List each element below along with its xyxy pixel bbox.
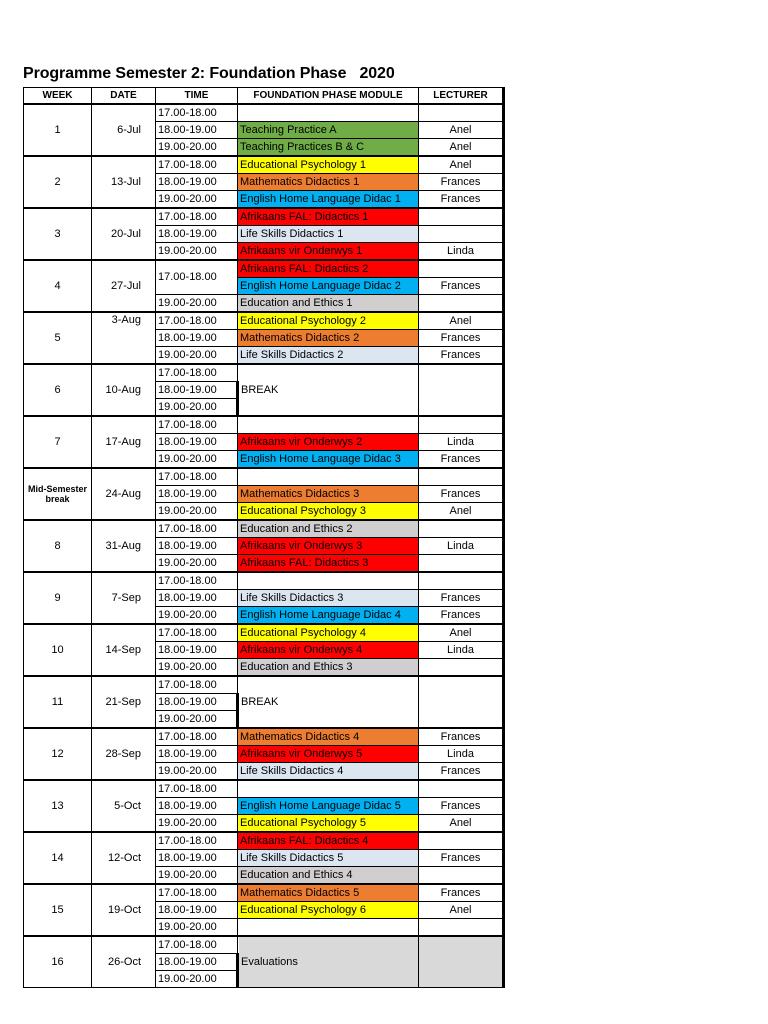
time-cell: 17.00-18.00 bbox=[156, 676, 238, 694]
time-cell: 17.00-18.00 bbox=[156, 624, 238, 642]
module-cell: Educational Psychology 6 bbox=[238, 902, 419, 919]
module-cell: Teaching Practice A bbox=[238, 122, 419, 139]
lecturer-cell bbox=[419, 468, 504, 486]
lecturer-cell bbox=[419, 104, 504, 122]
lecturer-cell: Anel bbox=[419, 156, 504, 174]
table-row bbox=[24, 260, 504, 278]
module-cell bbox=[238, 104, 419, 122]
module-cell: Education and Ethics 4 bbox=[238, 867, 419, 885]
time-cell: 17.00-18.00 bbox=[156, 728, 238, 746]
module-cell: Afrikaans FAL: Didactics 2 bbox=[238, 260, 419, 278]
lecturer-cell: Anel bbox=[419, 624, 504, 642]
table-row bbox=[24, 416, 504, 434]
table-row bbox=[24, 728, 504, 746]
lecturer-cell bbox=[419, 555, 504, 573]
lecturer-cell bbox=[419, 572, 504, 590]
lecturer-cell bbox=[419, 659, 504, 677]
time-cell: 19.00-20.00 bbox=[156, 191, 238, 209]
module-cell: Mathematics Didactics 3 bbox=[238, 486, 419, 503]
lecturer-cell: Frances bbox=[419, 191, 504, 209]
module-cell: Afrikaans vir Onderwys 5 bbox=[238, 746, 419, 763]
module-cell bbox=[238, 468, 419, 486]
module-cell: Educational Psychology 5 bbox=[238, 815, 419, 833]
time-cell: 18.00-19.00 bbox=[156, 330, 238, 347]
time-cell: 17.00-18.00 bbox=[156, 468, 238, 486]
week-cell: 5 bbox=[24, 312, 92, 364]
module-cell: Evaluations bbox=[238, 936, 419, 988]
time-cell: 18.00-19.00 bbox=[156, 798, 238, 815]
lecturer-cell bbox=[419, 226, 504, 243]
week-cell: 14 bbox=[24, 832, 92, 884]
lecturer-cell bbox=[419, 780, 504, 798]
table-row bbox=[24, 468, 504, 486]
module-cell: Education and Ethics 3 bbox=[238, 659, 419, 677]
module-cell: Education and Ethics 2 bbox=[238, 520, 419, 538]
week-cell: 10 bbox=[24, 624, 92, 676]
date-cell: 3-Aug bbox=[92, 312, 156, 364]
lecturer-cell: Anel bbox=[419, 815, 504, 833]
time-cell: 17.00-18.00 bbox=[156, 104, 238, 122]
table-row bbox=[24, 208, 504, 226]
module-cell: Afrikaans FAL: Didactics 4 bbox=[238, 832, 419, 850]
lecturer-cell: Anel bbox=[419, 503, 504, 521]
week-cell: 13 bbox=[24, 780, 92, 832]
lecturer-cell: Frances bbox=[419, 884, 504, 902]
table-row bbox=[24, 312, 504, 330]
week-cell: 16 bbox=[24, 936, 92, 988]
time-cell: 19.00-20.00 bbox=[156, 347, 238, 365]
lecturer-cell bbox=[419, 676, 504, 728]
module-cell: Life Skills Didactics 1 bbox=[238, 226, 419, 243]
week-cell: 9 bbox=[24, 572, 92, 624]
lecturer-cell bbox=[419, 208, 504, 226]
table-row bbox=[24, 156, 504, 174]
module-cell: Mathematics Didactics 5 bbox=[238, 884, 419, 902]
module-cell: English Home Language Didac 3 bbox=[238, 451, 419, 469]
lecturer-cell: Frances bbox=[419, 330, 504, 347]
week-cell: 6 bbox=[24, 364, 92, 416]
module-cell: Afrikaans vir Onderwys 1 bbox=[238, 243, 419, 261]
module-cell: English Home Language Didac 2 bbox=[238, 278, 419, 295]
module-cell: Afrikaans vir Onderwys 4 bbox=[238, 642, 419, 659]
time-cell: 19.00-20.00 bbox=[156, 451, 238, 469]
table-row bbox=[24, 520, 504, 538]
time-cell: 17.00-18.00 bbox=[156, 572, 238, 590]
module-cell: Afrikaans vir Onderwys 3 bbox=[238, 538, 419, 555]
table-row bbox=[24, 832, 504, 850]
header-time: TIME bbox=[156, 88, 238, 105]
time-cell: 19.00-20.00 bbox=[156, 503, 238, 521]
time-cell: 18.00-19.00 bbox=[156, 850, 238, 867]
time-cell: 19.00-20.00 bbox=[156, 243, 238, 261]
lecturer-cell: Linda bbox=[419, 434, 504, 451]
week-cell: 7 bbox=[24, 416, 92, 468]
lecturer-cell: Frances bbox=[419, 763, 504, 781]
module-cell bbox=[238, 780, 419, 798]
time-cell: 19.00-20.00 bbox=[156, 815, 238, 833]
time-cell: 19.00-20.00 bbox=[156, 919, 238, 937]
lecturer-cell: Anel bbox=[419, 139, 504, 157]
time-cell: 19.00-20.00 bbox=[156, 659, 238, 677]
time-cell: 19.00-20.00 bbox=[156, 555, 238, 573]
lecturer-cell bbox=[419, 364, 504, 416]
time-cell: 18.00-19.00 bbox=[156, 434, 238, 451]
module-cell: Life Skills Didactics 4 bbox=[238, 763, 419, 781]
module-cell: Afrikaans FAL: Didactics 1 bbox=[238, 208, 419, 226]
date-cell: 12-Oct bbox=[92, 832, 156, 884]
date-cell: 19-Oct bbox=[92, 884, 156, 936]
lecturer-cell: Frances bbox=[419, 798, 504, 815]
week-cell: 1 bbox=[24, 104, 92, 156]
time-cell: 18.00-19.00 bbox=[156, 226, 238, 243]
time-cell: 19.00-20.00 bbox=[156, 867, 238, 885]
schedule-body bbox=[24, 104, 504, 988]
table-row bbox=[24, 624, 504, 642]
lecturer-cell: Frances bbox=[419, 278, 504, 295]
module-cell bbox=[238, 919, 419, 937]
time-cell: 19.00-20.00 bbox=[156, 711, 238, 729]
date-cell: 13-Jul bbox=[92, 156, 156, 208]
table-row bbox=[24, 572, 504, 590]
time-cell: 19.00-20.00 bbox=[156, 295, 238, 313]
date-cell: 6-Jul bbox=[92, 104, 156, 156]
time-cell: 19.00-20.00 bbox=[156, 971, 238, 988]
header-week: WEEK bbox=[24, 88, 92, 105]
module-cell: Afrikaans FAL: Didactics 3 bbox=[238, 555, 419, 573]
table-row bbox=[24, 884, 504, 902]
lecturer-cell bbox=[419, 260, 504, 278]
module-cell: English Home Language Didac 5 bbox=[238, 798, 419, 815]
time-cell: 18.00-19.00 bbox=[156, 746, 238, 763]
lecturer-cell bbox=[419, 832, 504, 850]
lecturer-cell bbox=[419, 919, 504, 937]
module-cell: Teaching Practices B & C bbox=[238, 139, 419, 157]
module-cell: Life Skills Didactics 5 bbox=[238, 850, 419, 867]
lecturer-cell: Anel bbox=[419, 122, 504, 139]
week-cell: 12 bbox=[24, 728, 92, 780]
table-row bbox=[24, 104, 504, 122]
time-cell: 17.00-18.00 bbox=[156, 156, 238, 174]
lecturer-cell: Frances bbox=[419, 486, 504, 503]
time-cell: 18.00-19.00 bbox=[156, 122, 238, 139]
time-cell: 17.00-18.00 bbox=[156, 312, 238, 330]
lecturer-cell bbox=[419, 867, 504, 885]
lecturer-cell: Frances bbox=[419, 590, 504, 607]
lecturer-cell bbox=[419, 520, 504, 538]
module-cell: English Home Language Didac 1 bbox=[238, 191, 419, 209]
time-cell: 18.00-19.00 bbox=[156, 486, 238, 503]
time-cell: 17.00-18.00 bbox=[156, 780, 238, 798]
lecturer-cell: Frances bbox=[419, 174, 504, 191]
date-cell: 28-Sep bbox=[92, 728, 156, 780]
date-cell: 27-Jul bbox=[92, 260, 156, 312]
module-cell bbox=[238, 572, 419, 590]
module-cell: Educational Psychology 2 bbox=[238, 312, 419, 330]
header-row bbox=[24, 88, 504, 105]
date-cell: 31-Aug bbox=[92, 520, 156, 572]
module-cell: Life Skills Didactics 3 bbox=[238, 590, 419, 607]
date-cell: 17-Aug bbox=[92, 416, 156, 468]
lecturer-cell: Linda bbox=[419, 243, 504, 261]
lecturer-cell: Frances bbox=[419, 728, 504, 746]
time-cell: 17.00-18.00 bbox=[156, 208, 238, 226]
table-row bbox=[24, 676, 504, 694]
table-row bbox=[24, 936, 504, 954]
time-cell: 18.00-19.00 bbox=[156, 902, 238, 919]
time-cell: 17.00-18.00 bbox=[156, 520, 238, 538]
week-cell: 8 bbox=[24, 520, 92, 572]
lecturer-cell: Frances bbox=[419, 347, 504, 365]
time-cell: 19.00-20.00 bbox=[156, 139, 238, 157]
module-cell: Mathematics Didactics 1 bbox=[238, 174, 419, 191]
module-cell: Life Skills Didactics 2 bbox=[238, 347, 419, 365]
lecturer-cell: Frances bbox=[419, 607, 504, 625]
date-cell: 5-Oct bbox=[92, 780, 156, 832]
date-cell: 20-Jul bbox=[92, 208, 156, 260]
module-cell: Educational Psychology 1 bbox=[238, 156, 419, 174]
lecturer-cell bbox=[419, 416, 504, 434]
date-cell: 7-Sep bbox=[92, 572, 156, 624]
date-cell: 10-Aug bbox=[92, 364, 156, 416]
time-cell: 19.00-20.00 bbox=[156, 399, 238, 417]
week-cell: 2 bbox=[24, 156, 92, 208]
lecturer-cell: Linda bbox=[419, 538, 504, 555]
lecturer-cell: Frances bbox=[419, 850, 504, 867]
header-lecturer: LECTURER bbox=[419, 88, 504, 105]
lecturer-cell bbox=[419, 295, 504, 313]
module-cell: Educational Psychology 4 bbox=[238, 624, 419, 642]
time-cell: 17.00-18.00 bbox=[156, 884, 238, 902]
time-cell: 17.00-18.00 bbox=[156, 416, 238, 434]
date-cell: 26-Oct bbox=[92, 936, 156, 988]
time-cell: 18.00-19.00 bbox=[156, 642, 238, 659]
module-cell bbox=[238, 416, 419, 434]
week-cell: 11 bbox=[24, 676, 92, 728]
lecturer-cell: Linda bbox=[419, 746, 504, 763]
schedule-table bbox=[23, 87, 505, 988]
time-cell: 18.00-19.00 bbox=[156, 590, 238, 607]
module-cell: English Home Language Didac 4 bbox=[238, 607, 419, 625]
page-title: Programme Semester 2: Foundation Phase 2020 bbox=[23, 65, 395, 82]
lecturer-cell bbox=[419, 936, 504, 988]
time-cell: 19.00-20.00 bbox=[156, 763, 238, 781]
time-cell: 18.00-19.00 bbox=[156, 174, 238, 191]
table-row bbox=[24, 364, 504, 382]
module-cell: Mathematics Didactics 4 bbox=[238, 728, 419, 746]
header-date: DATE bbox=[92, 88, 156, 105]
module-cell: Educational Psychology 3 bbox=[238, 503, 419, 521]
header-module: FOUNDATION PHASE MODULE bbox=[238, 88, 419, 105]
time-cell: 17.00-18.00 bbox=[156, 364, 238, 382]
lecturer-cell: Anel bbox=[419, 312, 504, 330]
lecturer-cell: Linda bbox=[419, 642, 504, 659]
date-cell: 21-Sep bbox=[92, 676, 156, 728]
time-cell: 18.00-19.00 bbox=[156, 538, 238, 555]
module-cell: Mathematics Didactics 2 bbox=[238, 330, 419, 347]
time-cell: 17.00-18.00 bbox=[156, 832, 238, 850]
table-row bbox=[24, 780, 504, 798]
module-cell: Afrikaans vir Onderwys 2 bbox=[238, 434, 419, 451]
time-cell: 18.00-19.00 bbox=[156, 382, 238, 399]
lecturer-cell: Frances bbox=[419, 451, 504, 469]
date-cell: 24-Aug bbox=[92, 468, 156, 520]
module-cell: BREAK bbox=[238, 364, 419, 416]
week-cell: Mid-Semester break bbox=[24, 468, 92, 520]
lecturer-cell: Anel bbox=[419, 902, 504, 919]
time-cell: 18.00-19.00 bbox=[156, 954, 238, 971]
week-cell: 4 bbox=[24, 260, 92, 312]
module-cell: BREAK bbox=[238, 676, 419, 728]
week-cell: 15 bbox=[24, 884, 92, 936]
date-cell: 14-Sep bbox=[92, 624, 156, 676]
time-cell: 17.00-18.00 bbox=[156, 260, 238, 295]
module-cell: Education and Ethics 1 bbox=[238, 295, 419, 313]
week-cell: 3 bbox=[24, 208, 92, 260]
time-cell: 18.00-19.00 bbox=[156, 694, 238, 711]
time-cell: 17.00-18.00 bbox=[156, 936, 238, 954]
time-cell: 19.00-20.00 bbox=[156, 607, 238, 625]
